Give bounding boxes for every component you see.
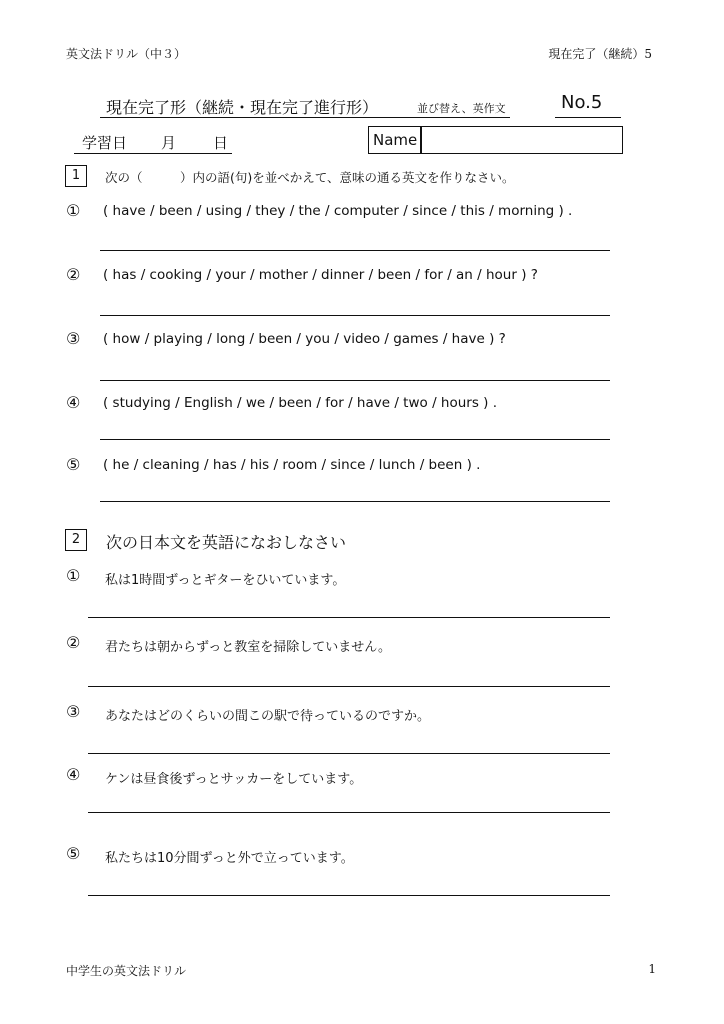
q2-5-text: 私たちは10分間ずっと外で立っています。	[105, 851, 354, 866]
page-number: 1	[648, 962, 656, 976]
q1-2-text: ( has / cooking / your / mother / dinner / been / for / an / hour ) ?	[103, 267, 538, 283]
q1-5-marker: ⑤	[66, 455, 81, 474]
q2-2-marker: ②	[66, 633, 81, 652]
title-underline	[100, 117, 510, 118]
section2-number: 2	[65, 529, 87, 551]
section2-instruction: 次の日本文を英語になおしなさい	[106, 533, 347, 552]
q1-5-text: ( he / cleaning / has / his / room / since / lunch / been ) .	[103, 457, 481, 473]
section1-number: 1	[65, 165, 87, 187]
day-label: 日	[213, 134, 229, 152]
q1-3-marker: ③	[66, 329, 81, 348]
q2-2-answer-line[interactable]	[88, 686, 610, 687]
q2-5-marker: ⑤	[66, 844, 81, 863]
q1-3-answer-line[interactable]	[100, 380, 610, 381]
q2-1-marker: ①	[66, 566, 81, 585]
q1-5-answer-line[interactable]	[100, 501, 610, 502]
number-underline	[555, 117, 621, 118]
q2-4-text: ケンは昼食後ずっとサッカーをしています。	[105, 772, 363, 787]
header-right: 現在完了（継続）5	[548, 47, 652, 61]
q2-3-text: あなたはどのくらいの間この駅で待っているのですか。	[105, 709, 431, 724]
drill-number: No.5	[561, 92, 603, 113]
q2-4-answer-line[interactable]	[88, 812, 610, 813]
q2-5-answer-line[interactable]	[88, 895, 610, 896]
q2-1-answer-line[interactable]	[88, 617, 610, 618]
q1-1-text: ( have / been / using / they / the / computer / since / this / morning ) .	[103, 203, 573, 219]
q1-1-answer-line[interactable]	[100, 250, 610, 251]
study-day-label: 学習日	[82, 134, 128, 152]
section1-instruction: 次の（ ）内の語(句)を並べかえて、意味の通る英文を作りなさい。	[105, 170, 515, 185]
q2-3-marker: ③	[66, 702, 81, 721]
q1-4-text: ( studying / English / we / been / for / have / two / hours ) .	[103, 395, 497, 411]
date-underline	[74, 153, 232, 154]
name-field[interactable]	[420, 126, 623, 154]
q1-3-text: ( how / playing / long / been / you / video / games / have ) ?	[103, 331, 506, 347]
q1-2-marker: ②	[66, 265, 81, 284]
q2-4-marker: ④	[66, 765, 81, 784]
q2-1-text: 私は1時間ずっとギターをひいています。	[105, 573, 346, 588]
q1-2-answer-line[interactable]	[100, 315, 610, 316]
page-title: 現在完了形（継続・現在完了進行形）	[106, 98, 379, 117]
page-subtitle: 並び替え、英作文	[417, 102, 506, 115]
month-label: 月	[161, 134, 177, 152]
q2-3-answer-line[interactable]	[88, 753, 610, 754]
q1-4-marker: ④	[66, 393, 81, 412]
q2-2-text: 君たちは朝からずっと教室を掃除していません。	[105, 640, 392, 655]
header-left: 英文法ドリル（中３）	[66, 47, 187, 61]
q1-4-answer-line[interactable]	[100, 439, 610, 440]
footer-title: 中学生の英文法ドリル	[66, 964, 187, 978]
name-label: Name	[373, 131, 418, 149]
q1-1-marker: ①	[66, 201, 81, 220]
